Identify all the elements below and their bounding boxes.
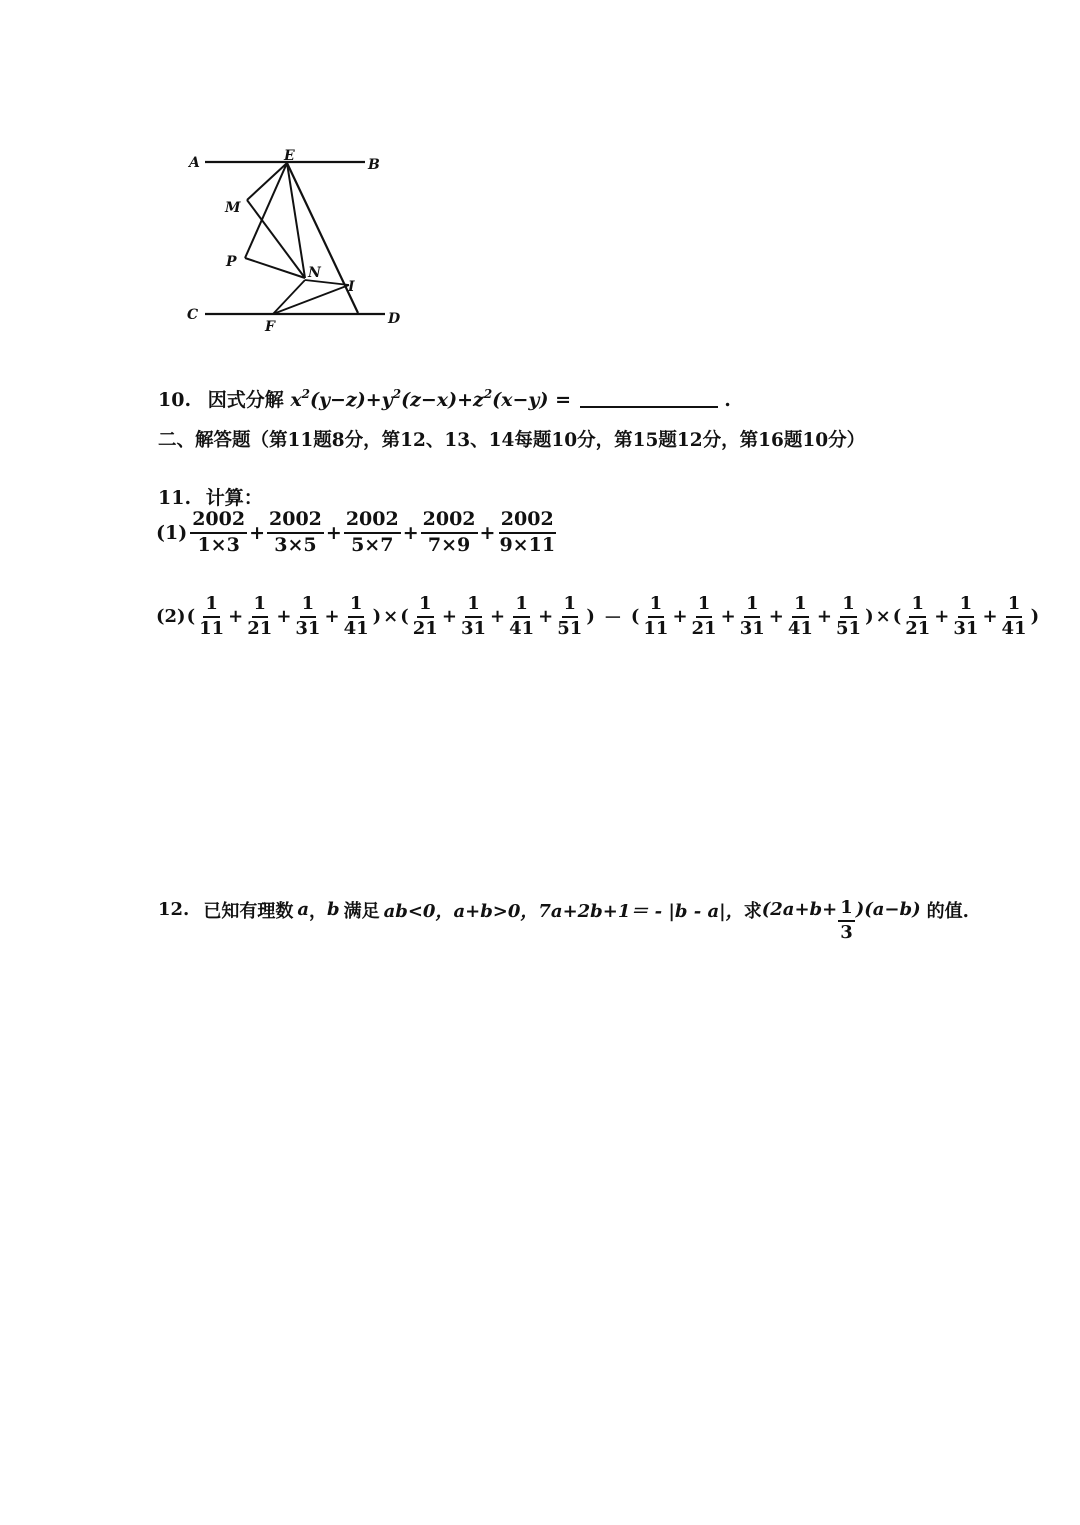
q12-cond1: ab<0， bbox=[383, 900, 454, 922]
plus-sign: + bbox=[768, 606, 784, 628]
fraction-term: $\frac{1}{41}$ bbox=[509, 593, 535, 639]
fraction-term: $\frac{1}{51}$ bbox=[836, 593, 862, 639]
plus-sign: + bbox=[720, 606, 736, 628]
q11-part1-label: (1) bbox=[156, 521, 188, 544]
fraction-term: $\frac{1}{31}$ bbox=[739, 593, 765, 639]
plus-sign: + bbox=[249, 521, 266, 544]
q12-text-c: 求 bbox=[743, 900, 762, 922]
q11-part2 bbox=[156, 594, 1040, 639]
plus-sign: + bbox=[325, 521, 342, 544]
q12-var-a: a bbox=[297, 899, 309, 921]
open-paren: ( bbox=[630, 606, 640, 628]
label-n: N bbox=[308, 265, 321, 281]
label-d: D bbox=[388, 311, 401, 327]
fraction-term: $\frac{1}{31}$ bbox=[295, 593, 321, 639]
segment-mn bbox=[247, 200, 305, 278]
q11-number: 11. bbox=[158, 487, 192, 509]
fraction-term: $\frac{1}{41}$ bbox=[787, 593, 813, 639]
open-paren: ( bbox=[186, 606, 196, 628]
fraction-term: $\frac{1}{31}$ bbox=[953, 593, 979, 639]
question-12 bbox=[158, 876, 969, 943]
close-paren: ) bbox=[865, 606, 874, 628]
label-p: P bbox=[226, 254, 237, 270]
plus-sign: + bbox=[934, 606, 950, 628]
fraction-term: $\frac{2002}{1\times 3}$ bbox=[192, 508, 246, 556]
q12-expr-end: )(a−b) bbox=[855, 899, 921, 921]
q11-part2-label: (2) bbox=[156, 606, 186, 628]
q12-text-b: 满足 bbox=[343, 900, 380, 922]
geometry-figure bbox=[175, 140, 415, 340]
label-i: I bbox=[348, 279, 355, 295]
segment-fi bbox=[273, 285, 349, 314]
label-f: F bbox=[265, 319, 275, 335]
plus-sign: + bbox=[538, 606, 554, 628]
q12-expr-start: (2a+b+ bbox=[761, 899, 838, 921]
q10-end: . bbox=[724, 389, 731, 411]
fraction-term: $\frac{1}{11}$ bbox=[199, 593, 225, 639]
q12-text-a: 已知有理数 bbox=[203, 900, 294, 922]
section-2-heading: 二、解答题（第11题8分，第12、13、14每题10分，第15题12分，第16题10分） bbox=[158, 430, 866, 451]
segment-em bbox=[247, 163, 287, 200]
fraction-term: $\frac{1}{21}$ bbox=[412, 593, 438, 639]
fraction-term: $\frac{1}{21}$ bbox=[905, 593, 931, 639]
minus-sign: － bbox=[603, 607, 622, 629]
fraction-term: $\frac{2002}{5\times 7}$ bbox=[345, 508, 399, 556]
answer-blank bbox=[580, 406, 718, 408]
q10-number: 10. bbox=[158, 389, 192, 411]
open-paren: ( bbox=[892, 606, 902, 628]
times-sign: × bbox=[875, 606, 891, 628]
q12-cond2: a+b>0， bbox=[453, 900, 539, 922]
fraction-term: $\frac{1}{41}$ bbox=[343, 593, 369, 639]
fraction-term: $\frac{1}{11}$ bbox=[643, 593, 669, 639]
q12-var-b: b bbox=[327, 899, 340, 921]
close-paren: ) bbox=[372, 606, 382, 628]
fraction-term: $\frac{1}{21}$ bbox=[691, 593, 717, 639]
fraction-term: $\frac{2002}{3\times 5}$ bbox=[269, 508, 322, 556]
q12-cond3: 7a+2b+1＝ - |b - a|， bbox=[538, 900, 744, 922]
question-10 bbox=[158, 385, 731, 412]
plus-sign: + bbox=[276, 606, 292, 628]
label-b: B bbox=[368, 157, 380, 173]
label-a: A bbox=[189, 155, 200, 171]
question-11-title bbox=[158, 483, 263, 510]
plus-sign: + bbox=[441, 606, 457, 628]
fraction-term: $\frac{1}{31}$ bbox=[460, 593, 486, 639]
q10-equals: = bbox=[555, 389, 571, 411]
plus-sign: + bbox=[490, 606, 506, 628]
close-paren: ) bbox=[586, 606, 595, 628]
q10-expression: $x^2(y-z)+y^2(z-x)+z^2(x-y)$ bbox=[290, 387, 549, 411]
q12-fraction: $\frac{1}{3}$ bbox=[840, 897, 853, 943]
fraction-term: $\frac{1}{41}$ bbox=[1001, 593, 1027, 639]
times-sign: × bbox=[383, 606, 399, 628]
plus-sign: + bbox=[672, 606, 688, 628]
fraction-term: $\frac{1}{51}$ bbox=[557, 593, 583, 639]
label-e: E bbox=[284, 148, 295, 164]
segment-fn bbox=[273, 280, 305, 314]
segment-pn bbox=[245, 258, 305, 278]
label-m: M bbox=[225, 200, 241, 216]
label-c: C bbox=[187, 307, 199, 323]
fraction-term: $\frac{2002}{7\times 9}$ bbox=[422, 508, 476, 556]
plus-sign: + bbox=[479, 521, 496, 544]
plus-sign: + bbox=[228, 606, 244, 628]
q11-part1 bbox=[156, 509, 558, 557]
q11-prompt: 计算： bbox=[205, 487, 263, 509]
plus-sign: + bbox=[982, 606, 998, 628]
open-paren: ( bbox=[400, 606, 409, 628]
q12-text-d: 的值. bbox=[926, 900, 969, 922]
plus-sign: + bbox=[402, 521, 419, 544]
q10-prompt: 因式分解 bbox=[207, 389, 284, 411]
plus-sign: + bbox=[816, 606, 832, 628]
q12-number: 12. bbox=[158, 899, 190, 921]
close-paren: ) bbox=[1030, 606, 1040, 628]
fraction-term: $\frac{2002}{9\times 11}$ bbox=[499, 508, 556, 556]
q12-comma: ， bbox=[309, 900, 327, 922]
plus-sign: + bbox=[324, 606, 340, 628]
fraction-term: $\frac{1}{21}$ bbox=[247, 593, 273, 639]
